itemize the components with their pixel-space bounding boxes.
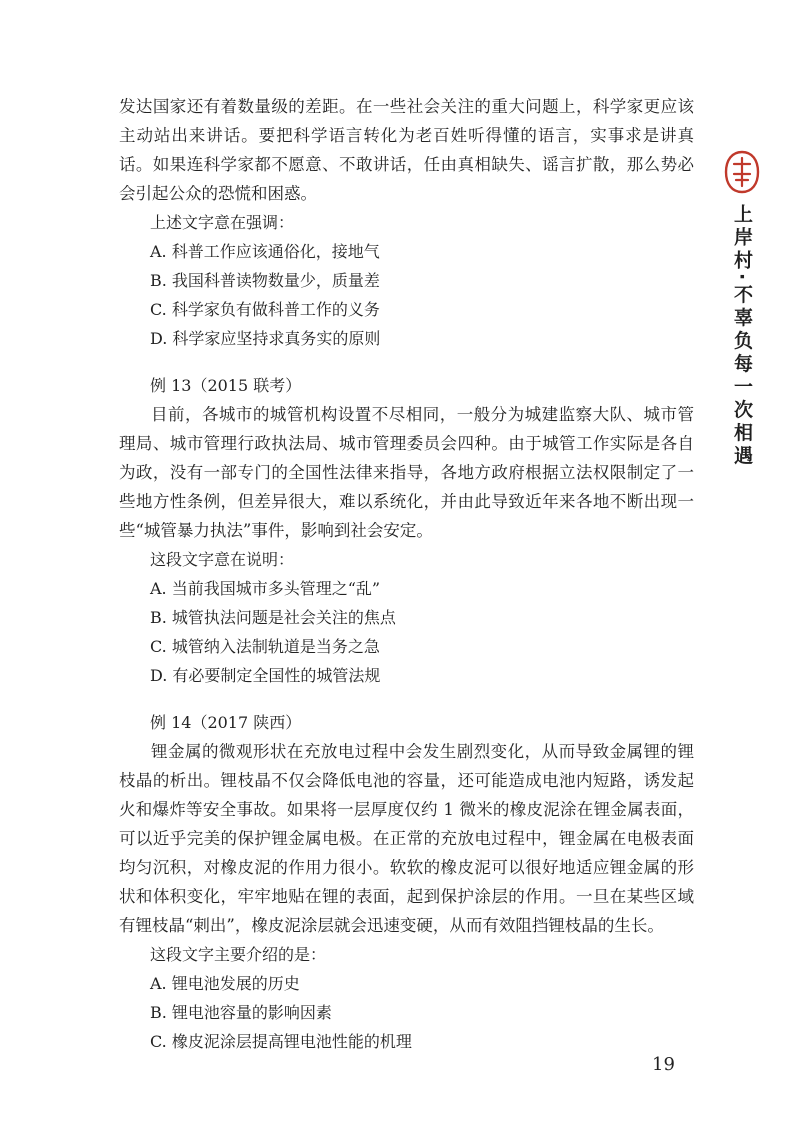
example13-option-c: C. 城管纳入法制轨道是当务之急 bbox=[150, 637, 380, 656]
intro-question: 上述文字意在强调： bbox=[150, 213, 295, 232]
example14-option-b: B. 锂电池容量的影响因素 bbox=[150, 1003, 332, 1022]
example13-paragraph: 目前，各城市的城管机构设置不尽相同，一般分为城建监察大队、城市管理局、城市管理行政执法局、城市管理委员会四种。由于城管工作实际是各自为政，没有一部专门的全国性法律来指导，各地方政府根据立法权限制定了一些地方性条例，但差异很大，难以系统化，并由此导致近年来各地不断出现一些“城管暴力执法”事件，影响到社会安定。 bbox=[119, 405, 694, 540]
example13-heading: 例 13（2015 联考） bbox=[150, 376, 302, 395]
example14-option-a: A. 锂电池发展的历史 bbox=[150, 974, 300, 993]
intro-option-d: D. 科学家应坚持求真务实的原则 bbox=[150, 329, 381, 348]
example13-question: 这段文字意在说明： bbox=[150, 550, 295, 569]
page-content bbox=[119, 92, 694, 1056]
seal-logo-icon bbox=[724, 150, 760, 194]
example13-option-a: A. 当前我国城市多头管理之“乱” bbox=[150, 579, 381, 598]
intro-option-c: C. 科学家负有做科普工作的义务 bbox=[150, 300, 380, 319]
intro-option-a: A. 科普工作应该通俗化，接地气 bbox=[150, 242, 380, 261]
intro-paragraph: 发达国家还有着数量级的差距。在一些社会关注的重大问题上，科学家更应该主动站出来讲话。要把科学语言转化为老百姓听得懂的语言，实事求是讲真话。如果连科学家都不愿意、不敢讲话，任由真相缺失、谣言扩散，那么势必会引起公众的恐慌和困惑。 bbox=[119, 97, 694, 203]
example13-option-b: B. 城管执法问题是社会关注的焦点 bbox=[150, 608, 396, 627]
example14-paragraph: 锂金属的微观形状在充放电过程中会发生剧烈变化，从而导致金属锂的锂枝晶的析出。锂枝晶不仅会降低电池的容量，还可能造成电池内短路，诱发起火和爆炸等安全事故。如果将一层厚度仅约 1 微米的橡皮泥涂在锂金属表面，可以近乎完美的保护锂金属电极。在正常的充放电过程中，锂金属在电极表面均匀沉积，对橡皮泥的作用力很小。软软的橡皮泥可以很好地适应锂金属的形状和体积变化，牢牢地贴在锂的表面，起到保护涂层的作用。一旦在某些区域有锂枝晶“刺出”，橡皮泥涂层就会迅速变硬，从而有效阻挡锂枝晶的生长。 bbox=[119, 742, 694, 935]
example14-question: 这段文字主要介绍的是： bbox=[150, 945, 327, 964]
example14-option-c: C. 橡皮泥涂层提高锂电池性能的机理 bbox=[150, 1032, 412, 1051]
side-slogan: 上岸村·不辜负每一次相遇 bbox=[731, 204, 753, 469]
page-number: 19 bbox=[652, 1054, 675, 1075]
example14-heading: 例 14（2017 陕西） bbox=[150, 713, 302, 732]
example13-option-d: D. 有必要制定全国性的城管法规 bbox=[150, 666, 381, 685]
intro-option-b: B. 我国科普读物数量少，质量差 bbox=[150, 271, 380, 290]
